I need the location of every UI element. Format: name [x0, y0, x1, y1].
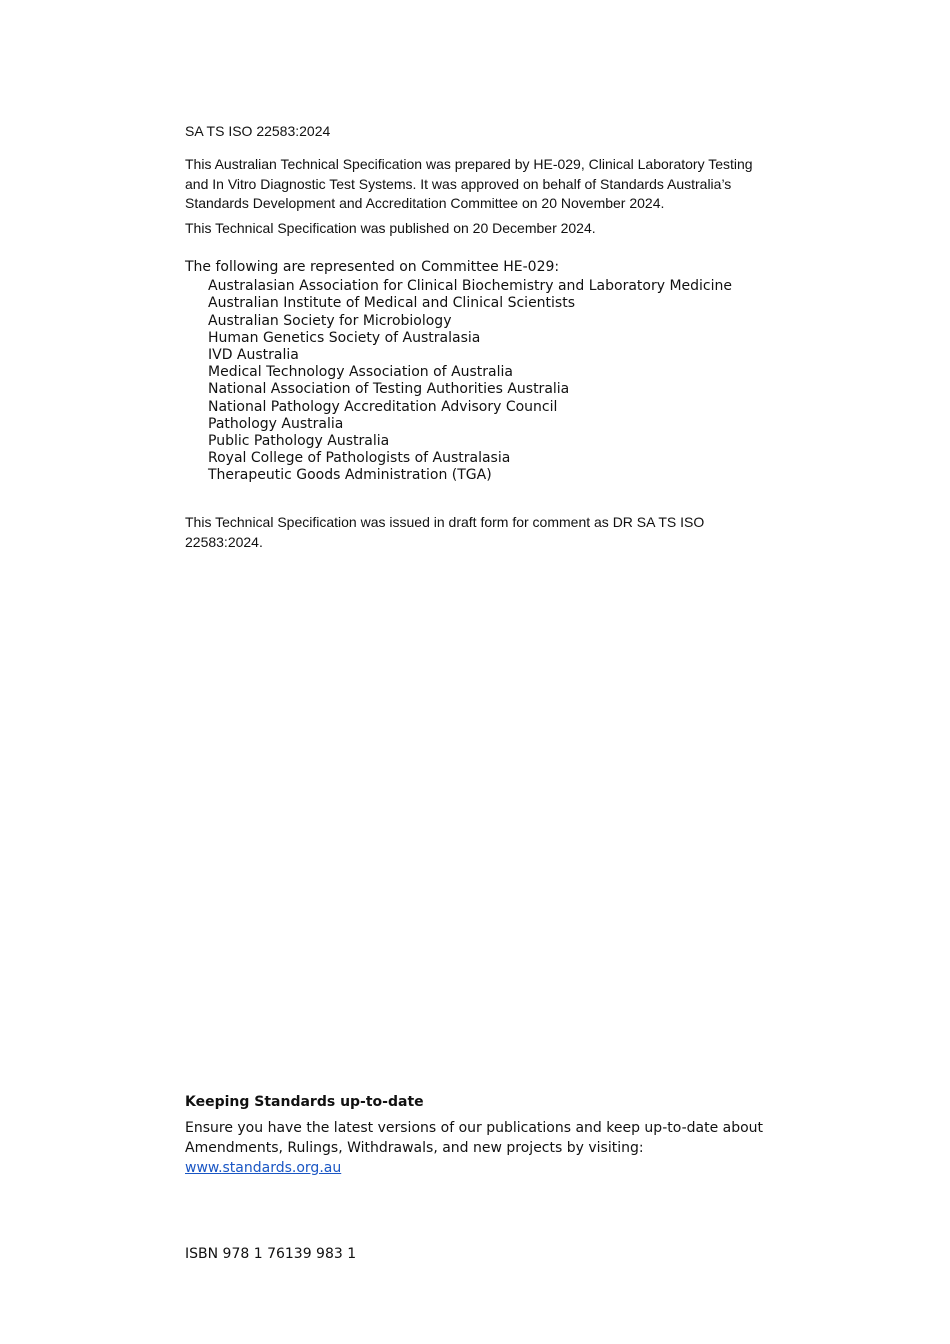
committee-member: National Association of Testing Authorities Australia [208, 381, 570, 398]
committee-member: Medical Technology Association of Australia [208, 364, 513, 381]
keeping-up-to-date-heading: Keeping Standards up-to-date [185, 1094, 424, 1110]
committee-member: Public Pathology Australia [208, 433, 390, 450]
isbn-number: ISBN 978 1 76139 983 1 [185, 1246, 357, 1262]
keeping-up-to-date-body [185, 1118, 775, 1178]
draft-statement: This Technical Specification was issued in draft form for comment as DR SA TS ISO 22583:2024. [185, 514, 705, 550]
committee-member: Australian Society for Microbiology [208, 312, 452, 329]
committee-member: Royal College of Pathologists of Australasia [208, 450, 511, 467]
committee-member: Therapeutic Goods Administration (TGA) [208, 467, 492, 484]
approval-statement: This Australian Technical Specification was prepared by HE-029, Clinical Laboratory Testing and In Vitro Diagnostic Test Systems. It was approved on behalf of Standards Australia’s Standards Development and Accreditation Committee on 20 November 2024. [185, 156, 753, 211]
committee-member-list [185, 278, 775, 484]
committee-member: Pathology Australia [208, 415, 344, 432]
committee-member: National Pathology Accreditation Advisory Council [208, 398, 558, 415]
committee-section [185, 259, 775, 485]
publication-statement: This Technical Specification was published on 20 December 2024. [185, 220, 596, 236]
keeping-up-to-date-text: Ensure you have the latest versions of our publications and keep up-to-date about Amendments, Rulings, Withdrawals, and new projects by visiting: [185, 1120, 764, 1156]
standards-website-link[interactable]: www.standards.org.au [185, 1160, 342, 1176]
committee-member: Australian Institute of Medical and Clinical Scientists [208, 295, 576, 312]
committee-member: Human Genetics Society of Australasia [208, 329, 481, 346]
committee-intro: The following are represented on Committee HE-029: [185, 259, 560, 275]
committee-member: Australasian Association for Clinical Biochemistry and Laboratory Medicine [208, 278, 733, 295]
document-designation: SA TS ISO 22583:2024 [185, 123, 331, 139]
committee-member: IVD Australia [208, 347, 299, 364]
